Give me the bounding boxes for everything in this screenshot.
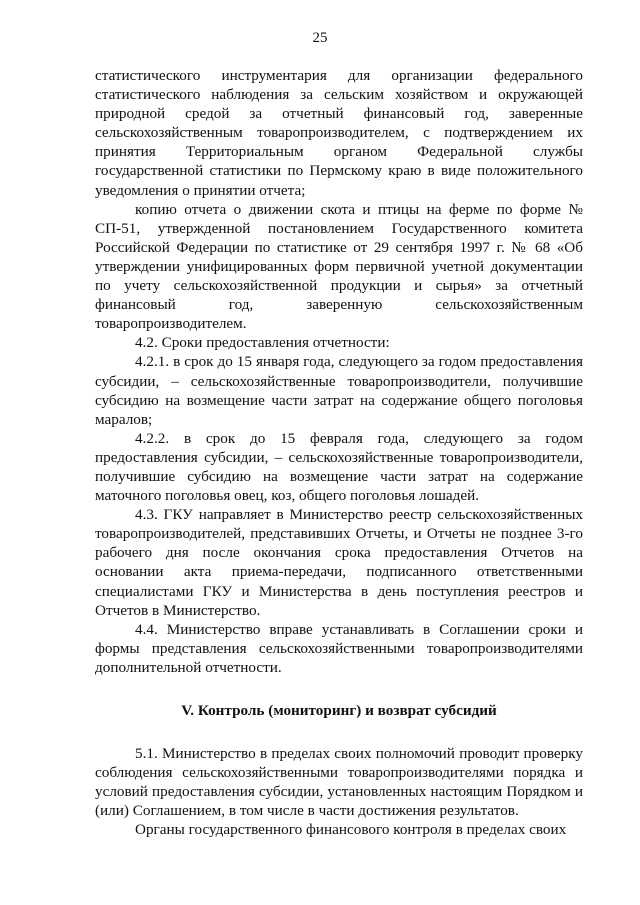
paragraph-4-3: 4.3. ГКУ направляет в Министерство реестр сельскохозяйственных товаропроизводителей, представивших Отчеты, и Отчеты не позднее 3-го рабочего дня после окончания срока предоставления Отчетов на основании акта приема-передачи, подписанного ответственными специалистами ГКУ и Министерства в день поступления реестров и Отчетов в Министерство. — [95, 506, 583, 619]
paragraph-4-2-2: 4.2.2. в срок до 15 февраля года, следующего за годом предоставления субсидии, – сельскохозяйственные товаропроизводители, получившие субсидию на возмещение части затрат на содержание маточного поголовья овец, коз, общего поголовья лошадей. — [95, 429, 583, 505]
paragraph-financial-control: Органы государственного финансового контроля в пределах своих — [135, 821, 567, 839]
section-heading: V. Контроль (мониторинг) и возврат субсидий — [181, 702, 497, 719]
paragraph-4-4: 4.4. Министерство вправе устанавливать в Соглашении сроки и формы представления сельскохозяйственными товаропроизводителями дополнительной отчетности. — [95, 620, 583, 676]
paragraph-4-2-1: 4.2.1. в срок до 15 января года, следующего за годом предоставления субсидии, – сельскохозяйственные товаропроизводители, получившие субсидию на возмещение части затрат на содержание общего поголовья маралов; — [95, 353, 583, 428]
paragraph-4-2: 4.2. Сроки предоставления отчетности: — [135, 334, 390, 352]
page-number: 25 — [312, 30, 328, 46]
paragraph-report-copy: копию отчета о движении скота и птицы на ферме по форме № СП-51, утвержденной постановлением Государственного комитета Российской Федерации по статистике от 29 сентября 1997 г. № 68 «Об утверждении унифицированных форм первичной учетной документации по учету сельскохозяйственной продукции и сырья» за отчетный финансовый год, заверенную сельскохозяйственным товаропроизводителем. — [95, 200, 583, 333]
paragraph-5-1: 5.1. Министерство в пределах своих полномочий проводит проверку соблюдения сельскохозяйственными товаропроизводителями порядка и условий предоставления субсидии, установленных настоящим Порядком и (или) Соглашением, в том числе в части достижения результатов. — [95, 745, 583, 820]
paragraph-continuation: статистического инструментария для организации федерального статистического наблюдения за сельским хозяйством и окружающей природной средой за отчетный финансовый год, заверенные сельскохозяйственным товаропроизводителем, с подтверждением их принятия Территориальным органом Федеральной службы государственной статистики по Пермскому краю в виде положительного уведомления о принятии отчета; — [95, 67, 583, 199]
document-body — [95, 66, 583, 840]
